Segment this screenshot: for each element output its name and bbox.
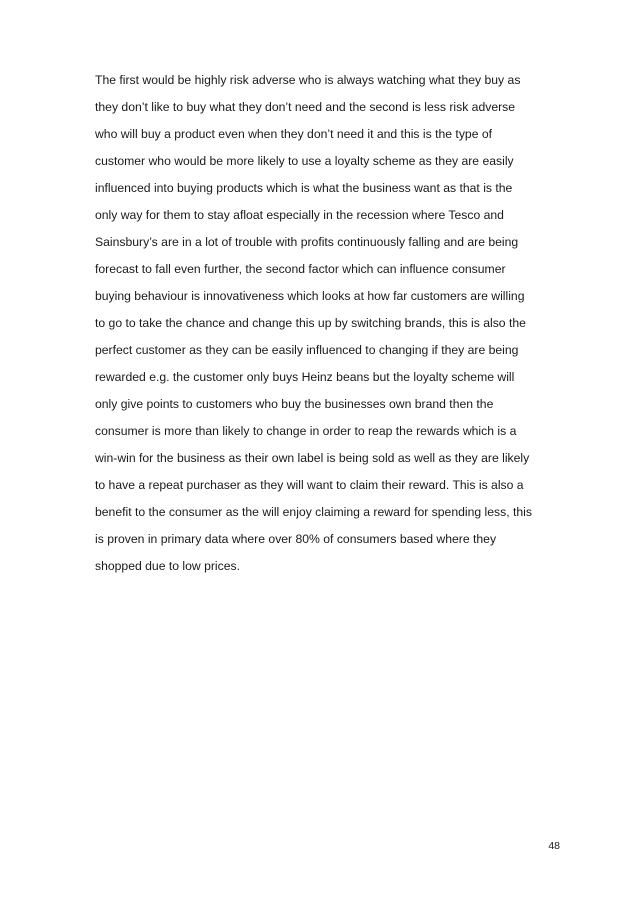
paragraph-line: to go to take the chance and change this up by switching brands, this is also the	[95, 316, 526, 330]
paragraph-line: customer who would be more likely to use a loyalty scheme as they are easily	[95, 154, 514, 168]
paragraph-line: The first would be highly risk adverse who is always watching what they buy as	[95, 73, 521, 87]
paragraph-line: influenced into buying products which is what the business want as that is the	[95, 181, 513, 195]
paragraph-line: buying behaviour is innovativeness which looks at how far customers are willing	[95, 289, 525, 303]
paragraph-line: rewarded e.g. the customer only buys Heinz beans but the loyalty scheme will	[95, 370, 515, 384]
page-number: 48	[548, 840, 560, 852]
paragraph-line: is proven in primary data where over 80% of consumers based where they	[95, 532, 497, 546]
paragraph-line: Sainsbury’s are in a lot of trouble with profits continuously falling and are being	[95, 235, 519, 249]
paragraph-line: only give points to customers who buy the businesses own brand then the	[95, 397, 494, 411]
paragraph-line: who will buy a product even when they don’t need it and this is the type of	[95, 127, 493, 141]
paragraph-line: perfect customer as they can be easily influenced to changing if they are being	[95, 343, 519, 357]
paragraph-line: consumer is more than likely to change in order to reap the rewards which is a	[95, 424, 517, 438]
body-paragraph	[95, 72, 565, 585]
paragraph-line: win-win for the business as their own label is being sold as well as they are likely	[95, 451, 530, 465]
paragraph-line: only way for them to stay afloat especially in the recession where Tesco and	[95, 208, 504, 222]
paragraph-line: shopped due to low prices.	[95, 559, 240, 573]
paragraph-line: benefit to the consumer as the will enjoy claiming a reward for spending less, this	[95, 505, 532, 519]
paragraph-line: forecast to fall even further, the second factor which can influence consumer	[95, 262, 506, 276]
paragraph-line: they don’t like to buy what they don’t need and the second is less risk adverse	[95, 100, 516, 114]
paragraph-line: to have a repeat purchaser as they will want to claim their reward. This is also a	[95, 478, 524, 492]
